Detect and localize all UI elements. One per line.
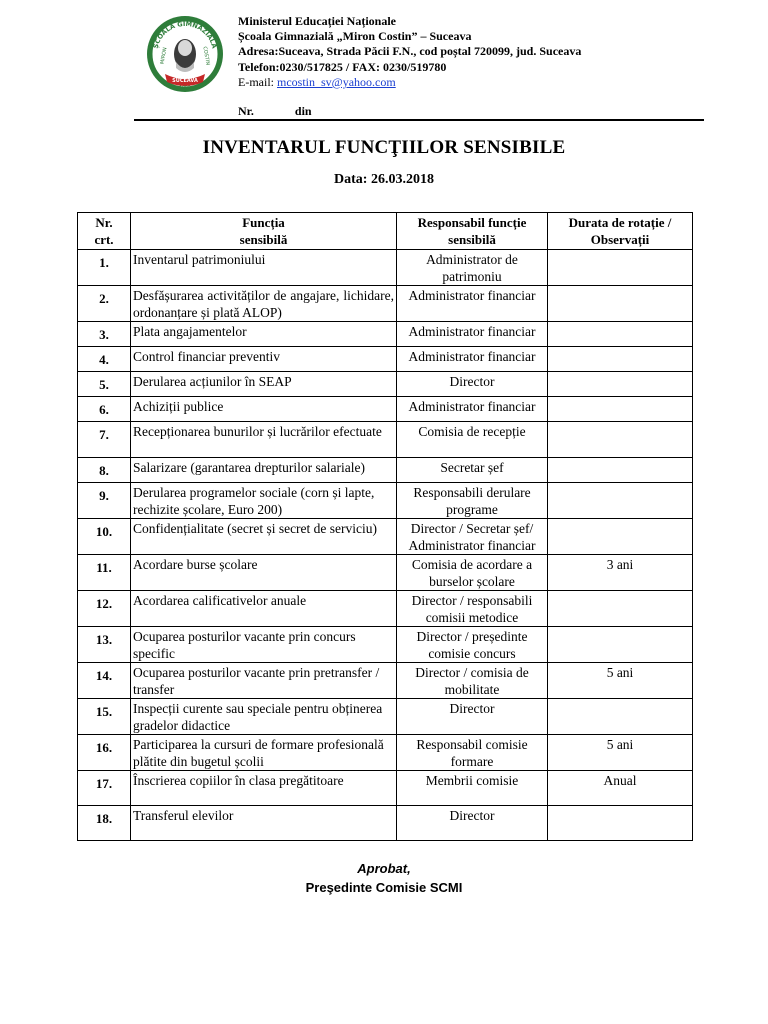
- header-function-line1: Funcția: [242, 215, 285, 230]
- row-number: 10.: [78, 519, 131, 555]
- row-function: Ocuparea posturilor vacante prin pretransfer / transfer: [131, 663, 397, 699]
- header-function-line2: sensibilă: [239, 232, 288, 247]
- row-function: Salarizare (garantarea drepturilor salariale): [131, 458, 397, 483]
- row-number: 16.: [78, 735, 131, 771]
- row-duration: [548, 483, 693, 519]
- header-duration: [548, 213, 693, 250]
- row-duration: 5 ani: [548, 735, 693, 771]
- table-row: [78, 286, 693, 322]
- row-duration: [548, 286, 693, 322]
- table-header-row: [78, 213, 693, 250]
- row-responsible: Director: [397, 806, 548, 841]
- nr-label: Nr.: [238, 104, 254, 118]
- row-number: 13.: [78, 627, 131, 663]
- row-duration: 3 ani: [548, 555, 693, 591]
- row-number: 2.: [78, 286, 131, 322]
- school-header: [238, 14, 581, 90]
- row-function: Inspecții curente sau speciale pentru obținerea gradelor didactice: [131, 699, 397, 735]
- logo-left-text: MIRON: [159, 46, 169, 65]
- row-number: 1.: [78, 250, 131, 286]
- header-function: [131, 213, 397, 250]
- table-row: [78, 699, 693, 735]
- row-duration: [548, 397, 693, 422]
- table-row: [78, 735, 693, 771]
- row-function: Ocuparea posturilor vacante prin concurs specific: [131, 627, 397, 663]
- row-function: Inventarul patrimoniului: [131, 250, 397, 286]
- row-duration: [548, 250, 693, 286]
- row-responsible: Secretar șef: [397, 458, 548, 483]
- logo-right-text: COSTIN: [201, 46, 211, 66]
- table-row: [78, 347, 693, 372]
- row-function: Acordare burse școlare: [131, 555, 397, 591]
- din-label: din: [294, 104, 312, 118]
- row-number: 14.: [78, 663, 131, 699]
- header-nr-line1: Nr.: [95, 215, 113, 230]
- table-row: [78, 627, 693, 663]
- header-responsible-line2: sensibilă: [448, 232, 496, 247]
- row-number: 11.: [78, 555, 131, 591]
- row-number: 4.: [78, 347, 131, 372]
- row-duration: [548, 422, 693, 458]
- row-responsible: Responsabili derulare programe: [397, 483, 548, 519]
- row-responsible: Director / președinte comisie concurs: [397, 627, 548, 663]
- row-responsible: Director: [397, 699, 548, 735]
- email-line: [238, 75, 581, 90]
- header-responsible: [397, 213, 548, 250]
- school-logo: [145, 12, 225, 96]
- row-function: Participarea la cursuri de formare profesională plătite din bugetul școlii: [131, 735, 397, 771]
- table-row: [78, 771, 693, 806]
- row-number: 9.: [78, 483, 131, 519]
- table-row: [78, 250, 693, 286]
- table-row: [78, 555, 693, 591]
- row-function: Confidențialitate (secret și secret de serviciu): [131, 519, 397, 555]
- school-line: Școala Gimnazială „Miron Costin” – Suceava: [238, 29, 472, 44]
- row-number: 15.: [78, 699, 131, 735]
- row-function: Transferul elevilor: [131, 806, 397, 841]
- row-function: Acordarea calificativelor anuale: [131, 591, 397, 627]
- row-duration: [548, 372, 693, 397]
- phone-line: Telefon:0230/517825 / FAX: 0230/519780: [238, 59, 447, 74]
- row-responsible: Director: [397, 372, 548, 397]
- row-function: Derularea programelor sociale (corn și lapte, rechizite școlare, Euro 200): [131, 483, 397, 519]
- row-duration: [548, 458, 693, 483]
- row-duration: 5 ani: [548, 663, 693, 699]
- header-responsible-line1: Responsabil funcție: [417, 215, 527, 230]
- row-duration: Anual: [548, 771, 693, 806]
- table-row: [78, 519, 693, 555]
- row-function: Plata angajamentelor: [131, 322, 397, 347]
- document-title: INVENTARUL FUNCŢIILOR SENSIBILE: [202, 137, 566, 158]
- logo-bottom-text: SUCEAVA: [172, 78, 198, 84]
- row-number: 8.: [78, 458, 131, 483]
- row-duration: [548, 806, 693, 841]
- row-responsible: Administrator financiar: [397, 286, 548, 322]
- table-row: [78, 397, 693, 422]
- table-row: [78, 591, 693, 627]
- logo-year: 1895: [179, 86, 191, 91]
- row-function: Control financiar preventiv: [131, 347, 397, 372]
- row-responsible: Director / responsabili comisii metodice: [397, 591, 548, 627]
- header-nr-line2: crt.: [94, 232, 114, 247]
- table-row: [78, 806, 693, 841]
- row-function: Achiziții publice: [131, 397, 397, 422]
- email-label: E-mail:: [238, 74, 274, 89]
- row-responsible: Director / comisia de mobilitate: [397, 663, 548, 699]
- row-duration: [548, 699, 693, 735]
- row-responsible: Administrator financiar: [397, 347, 548, 372]
- row-number: 7.: [78, 422, 131, 458]
- row-responsible: Comisia de recepție: [397, 422, 548, 458]
- row-function: Derularea acțiunilor în SEAP: [131, 372, 397, 397]
- row-duration: [548, 347, 693, 372]
- approved-label: Aprobat,: [357, 861, 411, 876]
- ministry-line: Ministerul Educației Naționale: [238, 14, 396, 28]
- table-row: [78, 322, 693, 347]
- row-function: Recepționarea bunurilor și lucrărilor efectuate: [131, 422, 397, 458]
- row-number: 3.: [78, 322, 131, 347]
- registration-line: [238, 104, 312, 119]
- row-duration: [548, 322, 693, 347]
- document-date: Data: 26.03.2018: [334, 172, 434, 187]
- row-responsible: Administrator de patrimoniu: [397, 250, 548, 286]
- row-responsible: Administrator financiar: [397, 322, 548, 347]
- row-function: Desfășurarea activităților de angajare, lichidare, ordonanțare și plată ALOP): [131, 286, 397, 322]
- table-row: [78, 422, 693, 458]
- row-responsible: Responsabil comisie formare: [397, 735, 548, 771]
- header-divider: [134, 119, 704, 121]
- table-row: [78, 458, 693, 483]
- row-duration: [548, 627, 693, 663]
- row-function: Înscrierea copiilor în clasa pregătitoare: [131, 771, 397, 806]
- row-number: 17.: [78, 771, 131, 806]
- email-link[interactable]: mcostin_sv@yahoo.com: [277, 74, 396, 89]
- row-responsible: Director / Secretar șef/ Administrator financiar: [397, 519, 548, 555]
- table-row: [78, 372, 693, 397]
- row-number: 5.: [78, 372, 131, 397]
- header-duration-line2: Observații: [590, 232, 650, 247]
- table-row: [78, 663, 693, 699]
- sensitive-functions-table: [77, 212, 693, 841]
- table-row: [78, 483, 693, 519]
- row-responsible: Administrator financiar: [397, 397, 548, 422]
- row-number: 12.: [78, 591, 131, 627]
- row-responsible: Comisia de acordare a burselor școlare: [397, 555, 548, 591]
- row-number: 18.: [78, 806, 131, 841]
- address-line: Adresa:Suceava, Strada Păcii F.N., cod poștal 720099, jud. Suceava: [238, 44, 582, 59]
- header-nr: [78, 213, 131, 250]
- svg-text:ȘCOALA GIMNAZIALĂ: ȘCOALA GIMNAZIALĂ: [151, 19, 219, 50]
- header-duration-line1: Durata de rotație /: [568, 215, 672, 230]
- row-duration: [548, 591, 693, 627]
- row-number: 6.: [78, 397, 131, 422]
- row-duration: [548, 519, 693, 555]
- president-label: Preşedinte Comisie SCMI: [305, 880, 463, 895]
- row-responsible: Membrii comisie: [397, 771, 548, 806]
